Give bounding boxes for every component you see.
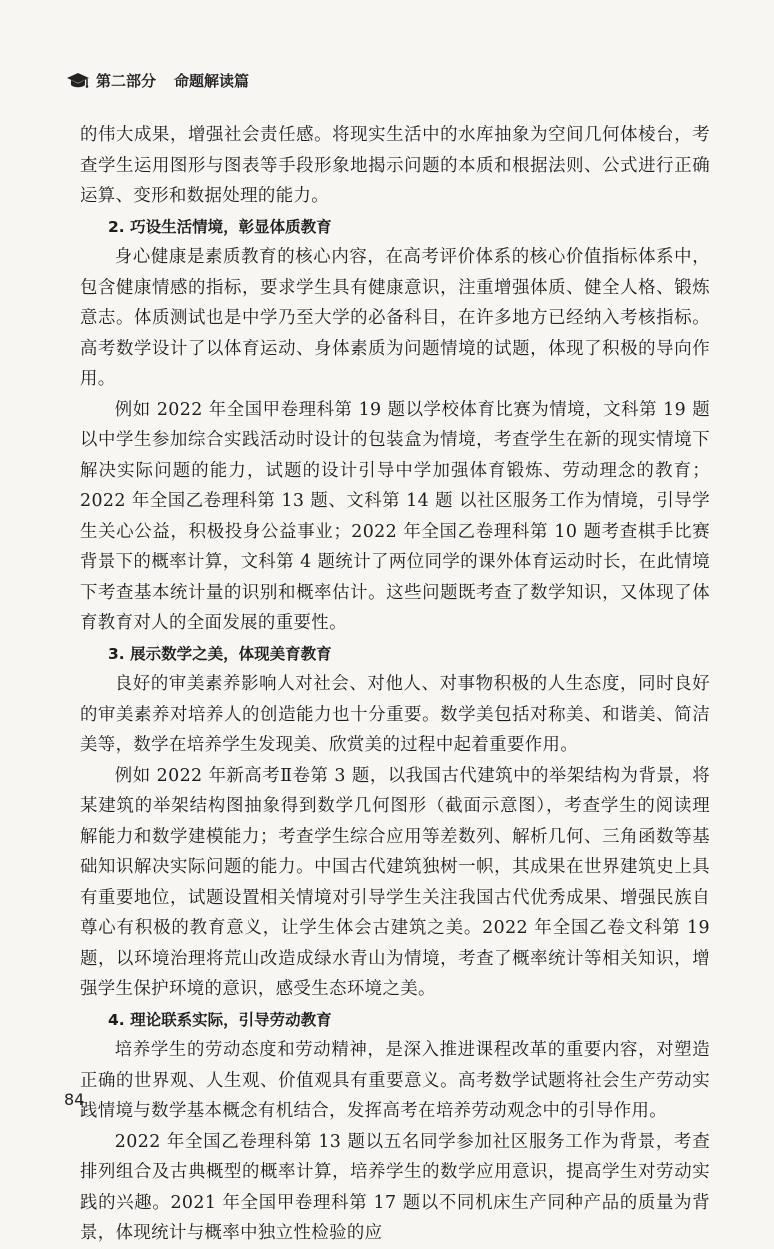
- header-part: 第二部分: [96, 72, 157, 90]
- running-header: [66, 70, 249, 91]
- header-title: 命题解读篇: [174, 72, 250, 90]
- body-text: [80, 120, 710, 1249]
- paragraph: 身心健康是素质教育的核心内容，在高考评价体系的核心价值指标体系中，包含健康情感的指标，要求学生具有健康意识，注重增强体质、健全人格、锻炼意志。体质测试也是中学乃至大学的必备科目，在许多地方已经纳入考核指标。高考数学设计了以体育运动、身体素质为问题情境的试题，体现了积极的导向作用。: [80, 247, 710, 389]
- page-number: 84: [64, 1090, 85, 1109]
- paragraph: 例如 2022 年新高考Ⅱ卷第 3 题，以我国古代建筑中的举架结构为背景，将某建筑的举架结构图抽象得到数学几何图形（截面示意图），考查学生的阅读理解能力和数学建模能力；考查学生综合应用等差数列、解析几何、三角函数等基础知识解决实际问题的能力。中国古代建筑独树一帜，其成果在世界建筑史上具有重要地位，试题设置相关情境对引导学生关注我国古代优秀成果、增强民族自尊心有积极的教育意义，让学生体会古建筑之美。2022 年全国乙卷文科第 19 题，以环境治理将荒山改造成绿水青山为情境，考查了概率统计等相关知识，增强学生保护环境的意识，感受生态环境之美。: [80, 765, 710, 999]
- section-heading: 2. 巧设生活情境，彰显体质教育: [108, 217, 332, 236]
- graduation-cap-icon: [66, 71, 90, 91]
- paragraph: 例如 2022 年全国甲卷理科第 19 题以学校体育比赛为情境，文科第 19 题以中学生参加综合实践活动时设计的包装盒为情境，考查学生在新的现实情境下解决实际问题的能力，试题的设计引导中学加强体育锻炼、劳动理念的教育；2022 年全国乙卷理科第 13 题、文科第 14 题 以社区服务工作为情境，引导学生关心公益，积极投身公益事业；2022 年全国乙卷理科第 10 题考查棋手比赛背景下的概率计算，文科第 4 题统计了两位同学的课外体育运动时长，在此情境下考查基本统计量的识别和概率估计。这些问题既考查了数学知识，又体现了体育教育对人的全面发展的重要性。: [80, 399, 710, 633]
- paragraph: 培养学生的劳动态度和劳动精神，是深入推进课程改革的重要内容，对塑造正确的世界观、人生观、价值观具有重要意义。高考数学试题将社会生产劳动实践情境与数学基本概念有机结合，发挥高考在培养劳动观念中的引导作用。: [80, 1040, 710, 1121]
- paragraph: 良好的审美素养影响人对社会、对他人、对事物积极的人生态度，同时良好的审美素养对培养人的创造能力也十分重要。数学美包括对称美、和谐美、简洁美等，数学在培养学生发现美、欣赏美的过程中起着重要作用。: [80, 674, 710, 755]
- paragraph: 2022 年全国乙卷理科第 13 题以五名同学参加社区服务工作为背景，考查排列组合及古典概型的概率计算，培养学生的数学应用意识，提高学生对劳动实践的兴趣。2021 年全国甲卷理科第 17 题以不同机床生产同种产品的质量为背景，体现统计与概率中独立性检验的应: [80, 1131, 710, 1243]
- section-heading: 4. 理论联系实际，引导劳动教育: [108, 1010, 332, 1029]
- paragraph: 的伟大成果，增强社会责任感。将现实生活中的水库抽象为空间几何体棱台，考查学生运用图形与图表等手段形象地揭示问题的本质和根据法则、公式进行正确运算、变形和数据处理的能力。: [80, 125, 710, 206]
- section-heading: 3. 展示数学之美，体现美育教育: [108, 644, 332, 663]
